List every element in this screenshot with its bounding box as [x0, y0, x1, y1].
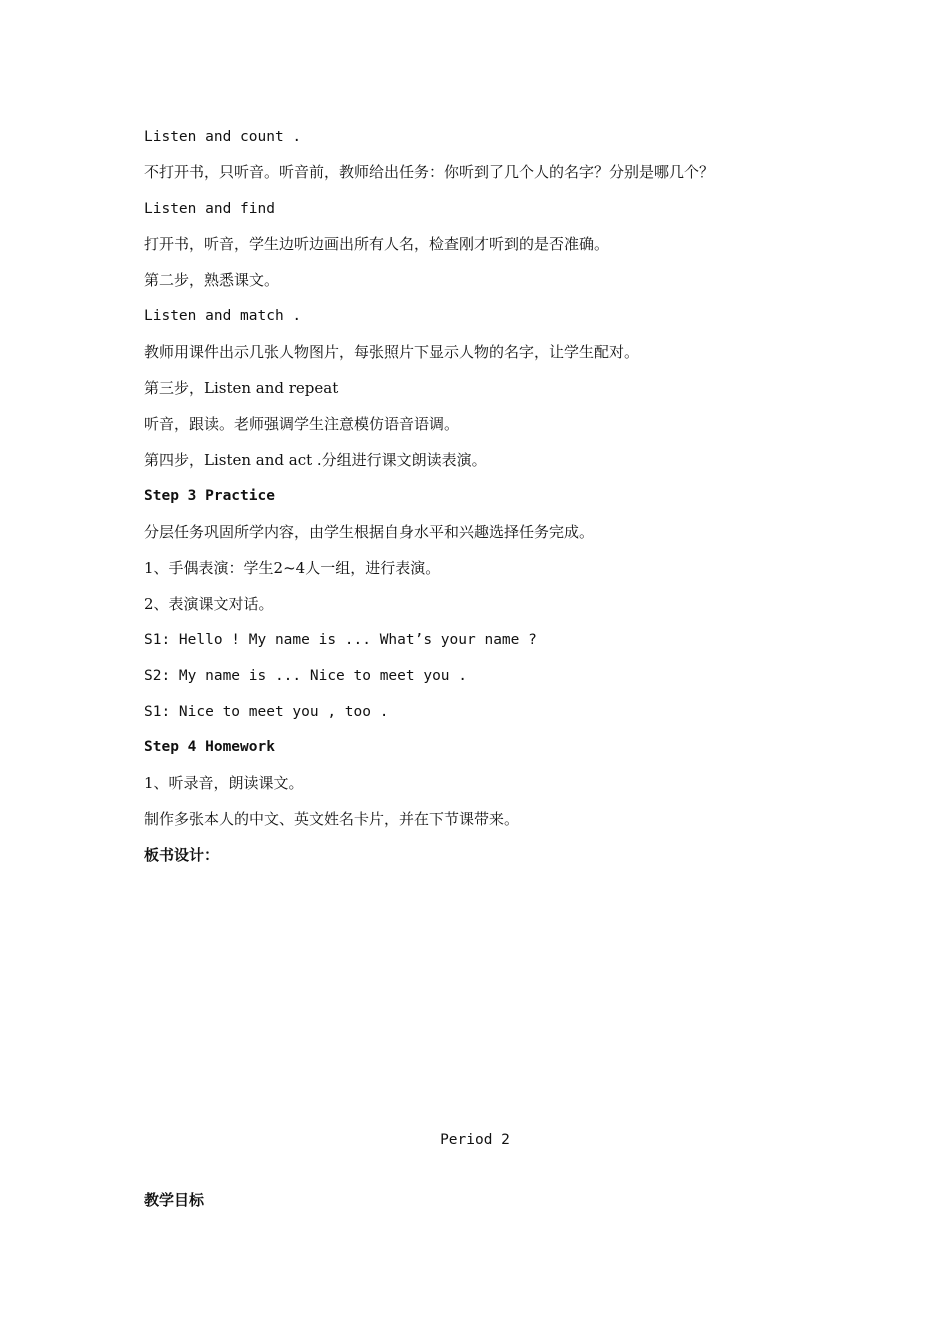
- step-heading: 第四步，Listen and act .分组进行课文朗读表演。: [144, 451, 487, 469]
- activity-listen-and-find: Listen and find: [144, 201, 275, 217]
- dialogue-line: S2: My name is ... Nice to meet you .: [144, 668, 468, 684]
- dialogue-line: S1: Hello ! My name is ... What’s your name ?: [144, 632, 537, 648]
- list-item: 1、听录音，朗读课文。: [144, 774, 304, 792]
- activity-listen-and-count: Listen and count .: [144, 129, 302, 145]
- board-design-heading: 板书设计：: [144, 846, 220, 864]
- instruction-text: 分层任务巩固所学内容，由学生根据自身水平和兴趣选择任务完成。: [144, 523, 595, 541]
- dialogue-line: S1: Nice to meet you , too .: [144, 704, 389, 720]
- instruction-text: 制作多张本人的中文、英文姓名卡片，并在下节课带来。: [144, 810, 520, 828]
- step-heading: 第二步，熟悉课文。: [144, 271, 280, 289]
- teaching-goals-heading: 教学目标: [144, 1191, 205, 1209]
- section-heading-practice: Step 3 Practice: [144, 488, 275, 504]
- instruction-text: 不打开书，只听音。听音前，教师给出任务：你听到了几个人的名字？分别是哪几个？: [144, 163, 715, 181]
- step-heading: 第三步，Listen and repeat: [144, 379, 339, 397]
- period-title: Period 2: [440, 1132, 510, 1148]
- activity-listen-and-match: Listen and match .: [144, 308, 302, 324]
- instruction-text: 打开书，听音，学生边听边画出所有人名，检查刚才听到的是否准确。: [144, 235, 610, 253]
- instruction-text: 听音，跟读。老师强调学生注意模仿语音语调。: [144, 415, 460, 433]
- section-heading-homework: Step 4 Homework: [144, 739, 275, 755]
- list-item: 1、手偶表演：学生2~4人一组，进行表演。: [144, 559, 441, 577]
- list-item: 2、表演课文对话。: [144, 595, 274, 613]
- instruction-text: 教师用课件出示几张人物图片，每张照片下显示人物的名字，让学生配对。: [144, 343, 640, 361]
